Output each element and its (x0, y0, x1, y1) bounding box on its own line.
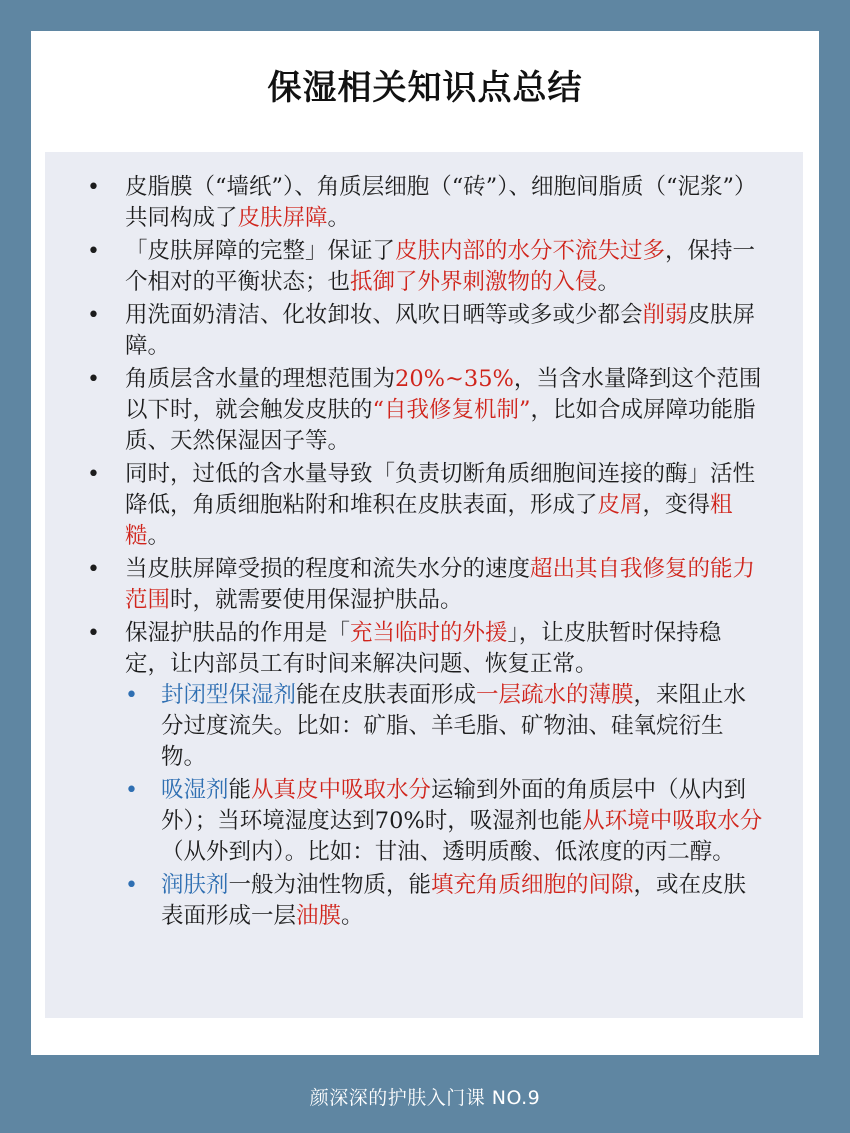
item-text: 。 (147, 523, 171, 549)
bullet-dot-icon: • (87, 175, 100, 200)
item-text: 「皮肤屏障的完整」保证了 (125, 238, 396, 264)
highlight-text: 削弱 (642, 302, 688, 328)
list-item-1 (87, 172, 765, 234)
item-text: 同时，过低的含水量导致「负责切断角质细胞间连接的酶」活性降低，角质细胞粘附和堆积在皮肤表面，形成了 (125, 461, 756, 518)
item-text: 。 (327, 205, 351, 231)
bullet-dot-icon: • (87, 557, 100, 582)
item-text: （从外到内）。比如：甘油、透明质酸、低浓度的丙二醇。 (161, 839, 735, 865)
highlight-text: 充当临时的外援 (350, 620, 508, 646)
list-item-6 (87, 554, 765, 616)
sub-bullet-dot-icon: • (125, 778, 138, 803)
item-text: 一般为油性物质，能 (228, 872, 432, 898)
list-item-3 (87, 300, 765, 362)
highlight-text: 20%~35% (395, 366, 514, 392)
item-text: 皮脂膜（“墙纸”）、角质层细胞（“砖”）、细胞间脂质（“泥浆”）共同构成了 (125, 174, 757, 231)
bullet-dot-icon: • (87, 303, 100, 328)
highlight-text: 皮肤屏障 (237, 205, 328, 231)
item-text: 皮肤屏障。 (125, 302, 756, 359)
list-item-4 (87, 364, 765, 457)
list-item-2 (87, 236, 765, 298)
item-text: ，来阻止水分过度流失。比如：矿脂、羊毛脂、矿物油、硅氧烷衍生物。 (161, 682, 747, 770)
highlight-text: 从真皮中吸取水分 (251, 777, 432, 803)
item-text: ，保持一个相对的平衡状态；也 (125, 238, 756, 295)
highlight-text: 从环境中吸取水分 (582, 808, 763, 834)
item-text: 当皮肤屏障受损的程度和流失水分的速度 (125, 556, 531, 582)
highlight-text: 粗糙 (125, 492, 733, 549)
item-text: ，或在皮肤表面形成一层 (161, 872, 747, 929)
item-text: ，变得 (642, 492, 711, 518)
term-text: 吸湿剂 (161, 777, 229, 803)
item-text: 」，让皮肤暂时保持稳定，让内部员工有时间来解决问题、恢复正常。 (125, 620, 722, 677)
highlight-text: 皮屑 (597, 492, 643, 518)
term-text: 封闭型保湿剂 (161, 682, 297, 708)
item-text: 运输到外面的角质层中（从内到外）；当环境湿度达到70%时，吸湿剂也能 (161, 777, 747, 834)
item-text: 时，就需要使用保湿护肤品。 (170, 587, 463, 613)
footer-caption: 颜深深的护肤入门课 NO.9 (309, 1087, 541, 1109)
highlight-text: 一层疏水的薄膜 (476, 682, 634, 708)
item-text: 角质层含水量的理想范围为 (125, 366, 396, 392)
item-text: 能在皮肤表面形成 (296, 682, 477, 708)
bullet-list (87, 172, 765, 934)
highlight-text: 皮肤内部的水分不流失过多 (395, 238, 666, 264)
term-text: 润肤剂 (161, 872, 229, 898)
item-text: 。 (341, 903, 364, 929)
highlight-text: 油膜 (296, 903, 342, 929)
bullet-dot-icon: • (87, 367, 100, 392)
sub-item-2 (125, 775, 765, 868)
item-text: 保湿护肤品的作用是「 (125, 620, 351, 646)
list-item-5 (87, 459, 765, 552)
bullet-dot-icon: • (87, 621, 100, 646)
page-title: 保湿相关知识点总结 (267, 68, 583, 108)
sub-bullet-dot-icon: • (125, 683, 138, 708)
sub-bullet-dot-icon: • (125, 873, 138, 898)
highlight-text: 抵御了外界刺激物的入侵 (350, 269, 598, 295)
item-text: 能 (228, 777, 252, 803)
highlight-text: “自我修复机制” (372, 397, 531, 423)
sub-item-1 (125, 680, 765, 773)
bullet-dot-icon: • (87, 239, 100, 264)
bullet-dot-icon: • (87, 462, 100, 487)
item-text: ，比如合成屏障功能脂质、天然保湿因子等。 (125, 397, 756, 454)
item-text: ，当含水量降到这个范围以下时，就会触发皮肤的 (125, 366, 762, 423)
sub-item-3 (125, 870, 765, 932)
highlight-text: 超出其自我修复的能力范围 (125, 556, 756, 613)
item-text: 用洗面奶清洁、化妆卸妆、风吹日晒等或多或少都会 (125, 302, 643, 328)
list-item-7 (87, 618, 765, 932)
sub-bullet-list (125, 680, 765, 932)
item-text: 。 (597, 269, 621, 295)
highlight-text: 填充角质细胞的间隙 (431, 872, 634, 898)
